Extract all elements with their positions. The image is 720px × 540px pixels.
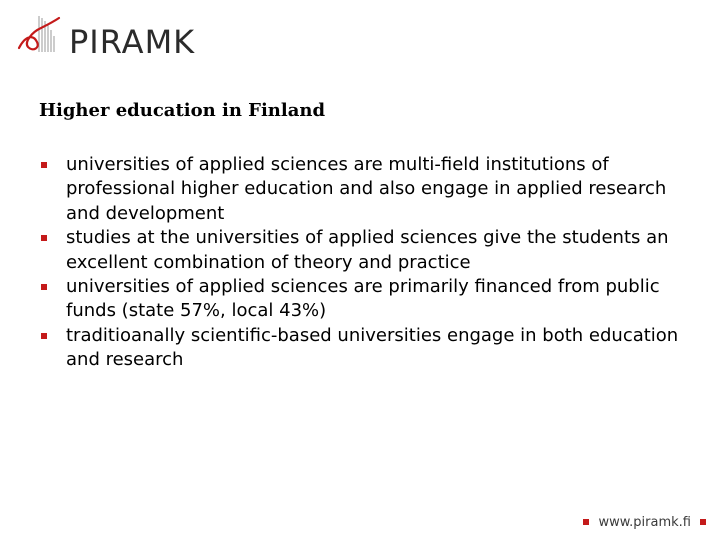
logo-wordmark: PIRAMK	[69, 23, 196, 61]
footer-url[interactable]: www.piramk.fi	[598, 514, 691, 530]
footer	[583, 515, 706, 529]
bullet-square-icon	[41, 235, 47, 241]
slide-title: Higher education in Finland	[39, 100, 326, 121]
list-item	[39, 153, 679, 226]
footer-square-icon	[700, 519, 706, 525]
footer-square-icon	[583, 519, 589, 525]
list-item	[39, 226, 679, 275]
bullet-square-icon	[41, 162, 47, 168]
list-item	[39, 324, 679, 373]
bullet-text: traditioanally scientific-based universities engage in both education and research	[66, 324, 679, 371]
bullet-square-icon	[41, 333, 47, 339]
bullet-square-icon	[41, 284, 47, 290]
bullet-text: studies at the universities of applied sciences give the students an excellent combination of theory and practice	[66, 227, 669, 273]
list-item	[39, 275, 679, 324]
bullet-text: universities of applied sciences are primarily financed from public funds (state 57%, local 43%)	[66, 276, 660, 322]
piramk-emblem-icon	[17, 14, 69, 58]
bullet-list	[39, 153, 679, 373]
bullet-text: universities of applied sciences are multi-field institutions of professional higher education and also engage in applied research and development	[66, 154, 667, 224]
piramk-logo	[17, 14, 217, 64]
